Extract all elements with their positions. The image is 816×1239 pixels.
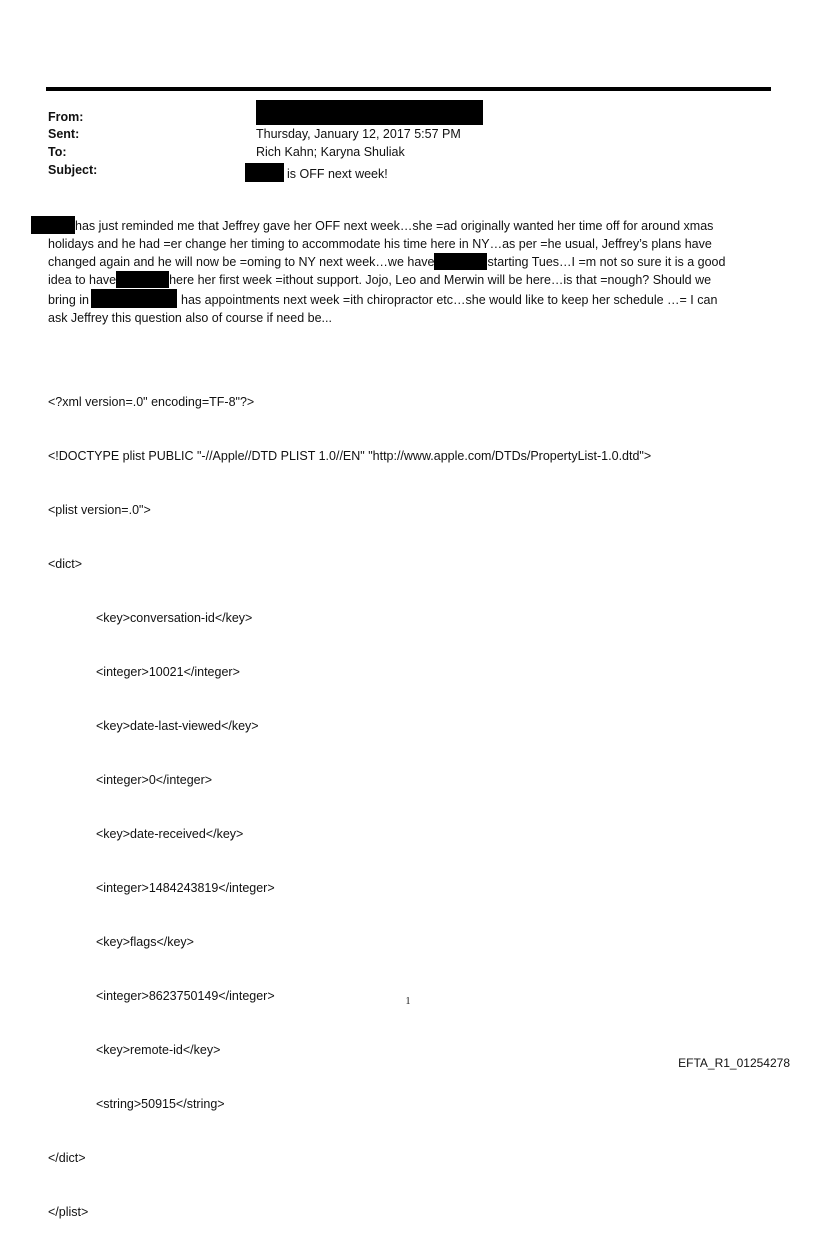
redaction-box (91, 289, 177, 308)
xml-line: <integer>8623750149</integer> (96, 989, 275, 1003)
xml-line: <integer>10021</integer> (96, 665, 240, 679)
redaction-box (256, 100, 483, 125)
header-rule (46, 87, 771, 91)
body-text-segment: bring in (48, 293, 89, 307)
subject-text: is OFF next week! (287, 167, 388, 181)
bates-number: EFTA_R1_01254278 (678, 1056, 790, 1070)
xml-line: </dict> (48, 1151, 86, 1165)
xml-line: <?xml version=.0" encoding=TF-8"?> (48, 395, 255, 409)
body-line-1 (31, 216, 778, 235)
sent-value: Thursday, January 12, 2017 5:57 PM (256, 127, 461, 141)
xml-line: <key>date-received</key> (96, 827, 244, 841)
redaction-box (434, 253, 487, 270)
redaction-box (31, 216, 75, 234)
xml-line: <string>50915</string> (96, 1097, 225, 1111)
redaction-box (116, 271, 169, 288)
body-line-6: ask Jeffrey this question also of course if need be... (48, 311, 332, 325)
xml-line: <integer>0</integer> (96, 773, 213, 787)
body-text-segment: here her first week =ithout support. Jojo, Leo and Merwin will be here…is that =nough? Should we (169, 273, 712, 287)
xml-line: <key>flags</key> (96, 935, 194, 949)
body-line-2: holidays and he had =er change her timing to accommodate his time here in NY…as per =he usual, Jeffrey’s plans have (48, 237, 712, 251)
xml-line: <key>remote-id</key> (96, 1043, 221, 1057)
to-label: To: (48, 145, 67, 159)
body-text-segment: starting Tues…I =m not so sure it is a good (487, 255, 726, 269)
body-line-3 (48, 253, 778, 271)
body-text-segment: changed again and he will now be =oming to NY next week…we have (48, 255, 435, 269)
to-value: Rich Kahn; Karyna Shuliak (256, 145, 405, 159)
page-number: 1 (405, 996, 411, 1007)
body-text-segment: idea to have (48, 273, 117, 287)
body-line-5 (48, 289, 778, 309)
sent-label: Sent: (48, 127, 80, 141)
from-value-redaction (256, 100, 483, 129)
subject-value (245, 163, 388, 182)
body-text-segment: has just reminded me that Jeffrey gave her OFF next week…she =ad originally wanted her time off for around xmas (75, 219, 714, 233)
xml-line: <dict> (48, 557, 83, 571)
subject-label: Subject: (48, 163, 98, 177)
xml-line: <key>date-last-viewed</key> (96, 719, 259, 733)
body-line-4 (48, 271, 778, 289)
from-label: From: (48, 110, 84, 124)
body-text-segment: has appointments next week =ith chiropractor etc…she would like to keep her schedule …= I can (181, 293, 718, 307)
email-body (48, 216, 778, 327)
redaction-box (245, 163, 284, 182)
xml-plist-block (48, 357, 651, 1239)
xml-line: <plist version=.0"> (48, 503, 151, 517)
xml-line: <!DOCTYPE plist PUBLIC "-//Apple//DTD PLIST 1.0//EN" "http://www.apple.com/DTDs/PropertyList-1.0.dtd"> (48, 449, 652, 463)
xml-line: <integer>1484243819</integer> (96, 881, 275, 895)
xml-line: <key>conversation-id</key> (96, 611, 253, 625)
xml-line: </plist> (48, 1205, 89, 1219)
